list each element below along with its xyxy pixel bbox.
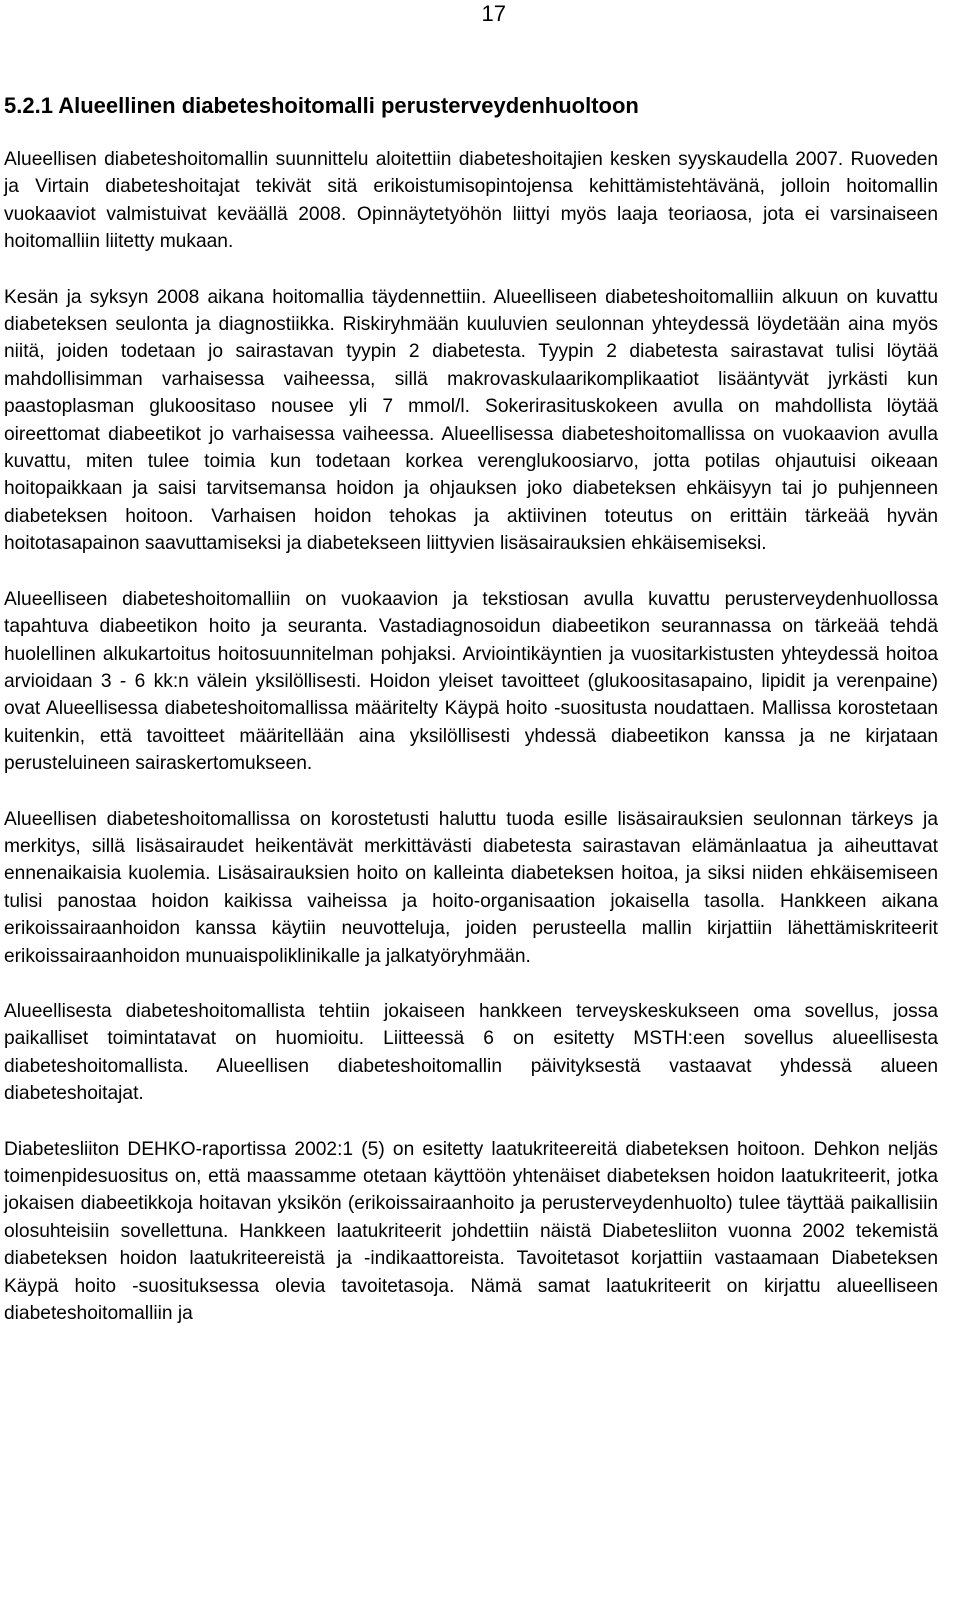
body-text bbox=[4, 146, 938, 1355]
paragraph-2: Kesän ja syksyn 2008 aikana hoitomallia täydennettiin. Alueelliseen diabeteshoitomalliin alkuun on kuvattu diabeteksen seulonta ja diagnostiikka. Riskiryhmään kuuluvien seulonnan yhteydessä löydetään aina myös niitä, joiden todetaan jo sairastavan tyypin 2 diabetesta. Tyypin 2 diabetesta sairastavat tulisi löytää mahdollisimman varhaisessa vaiheessa, sillä makrovaskulaarikomplikaatiot lisääntyvät jyrkästi kun paastoplasman glukoositaso nousee yli 7 mmol/l. Sokerirasituskokeen avulla on mahdollista löytää oireettomat diabeetikot jo varhaisessa vaiheessa. Alueellisessa diabeteshoitomallissa on vuokaavion avulla kuvattu, miten tulee toimia kun todetaan korkea verenglukoosiarvo, jotta potilas ohjautuisi oikeaan hoitopaikkaan ja saisi tarvitsemansa hoidon ja ohjauksen joko diabeteksen ehkäisyyn tai jo puhjenneen diabeteksen hoitoon. Varhaisen hoidon tehokas ja aktiivinen toteutus on erittäin tärkeää hyvän hoitotasapainon saavuttamiseksi ja diabetekseen liittyvien lisäsairauksien ehkäisemiseksi. bbox=[4, 286, 938, 555]
section-heading: 5.2.1 Alueellinen diabeteshoitomalli perusterveydenhuoltoon bbox=[4, 93, 639, 118]
page-number: 17 bbox=[481, 1, 506, 26]
paragraph-6: Diabetesliiton DEHKO-raportissa 2002:1 (5) on esitetty laatukriteereitä diabeteksen hoitoon. Dehkon neljäs toimenpidesuositus on, että maassamme otetaan käyttöön yhtenäiset diabeteksen hoidon laatukriteerit, jotka jokaisen diabeetikkoja hoitavan yksikön (erikoissairaanhoito ja perusterveydenhuolto) tulee täyttää paikallisiin olosuhteisiin sovellettuna. Hankkeen laatukriteerit johdettiin näistä Diabetesliiton vuonna 2002 tekemistä diabeteksen hoidon laatukriteereistä ja -indikaattoreista. Tavoitetasot korjattiin vastaamaan Diabeteksen Käypä hoito -suosituksessa olevia tavoitetasoja. Nämä samat laatukriteerit on kirjattu alueelliseen diabeteshoitomalliin ja bbox=[4, 1138, 938, 1325]
paragraph-3: Alueelliseen diabeteshoitomalliin on vuokaavion ja tekstiosan avulla kuvattu perusterveydenhuollossa tapahtuva diabeetikon hoito ja seuranta. Vastadiagnosoidun diabeetikon seurannassa on tärkeää tehdä huolellinen alkukartoitus hoitosuunnitelman pohjaksi. Arviointikäyntien ja vuositarkistusten yhteydessä hoitoa arvioidaan 3 - 6 kk:n välein yksilöllisesti. Hoidon yleiset tavoitteet (glukoositasapaino, lipidit ja verenpaine) ovat Alueellisessa diabeteshoitomallissa määritelty Käypä hoito -suositusta noudattaen. Mallissa korostetaan kuitenkin, että tavoitteet määritellään aina yksilöllisesti yhdessä diabeetikon kanssa ja ne kirjataan perusteluineen sairaskertomukseen. bbox=[4, 588, 938, 775]
paragraph-4: Alueellisen diabeteshoitomallissa on korostetusti haluttu tuoda esille lisäsairauksien seulonnan tärkeys ja merkitys, sillä lisäsairaudet heikentävät merkittävästi diabetesta sairastavan elämänlaatua ja aiheuttavat ennenaikaisia kuolemia. Lisäsairauksien hoito on kalleinta diabeteksen hoitoa, ja siksi niiden ehkäisemiseen tulisi panostaa hoidon kaikissa vaiheissa ja hoito-organisaation jokaisella tasolla. Hankkeen aikana erikoissairaanhoidon kanssa käytiin neuvotteluja, joiden perusteella mallin kirjattiin lähettämiskriteerit erikoissairaanhoidon munuaispoliklinikalle ja jalkatyöryhmään. bbox=[4, 808, 938, 967]
paragraph-1: Alueellisen diabeteshoitomallin suunnittelu aloitettiin diabeteshoitajien kesken syyskaudella 2007. Ruoveden ja Virtain diabeteshoitajat tekivät sitä erikoistumisopintojensa kehittämistehtävänä, jolloin hoitomallin vuokaaviot valmistuivat keväällä 2008. Opinnäytetyöhön liittyi myös laaja teoriaosa, jota ei varsinaiseen hoitomalliin liitetty mukaan. bbox=[4, 149, 938, 253]
paragraph-5: Alueellisesta diabeteshoitomallista tehtiin jokaiseen hankkeen terveyskeskukseen oma sovellus, jossa paikalliset toimintatavat on huomioitu. Liitteessä 6 on esitetty MSTH:een sovellus alueellisesta diabeteshoitomallista. Alueellisen diabeteshoitomallin päivityksestä vastaavat yhdessä alueen diabeteshoitajat. bbox=[4, 1000, 938, 1105]
